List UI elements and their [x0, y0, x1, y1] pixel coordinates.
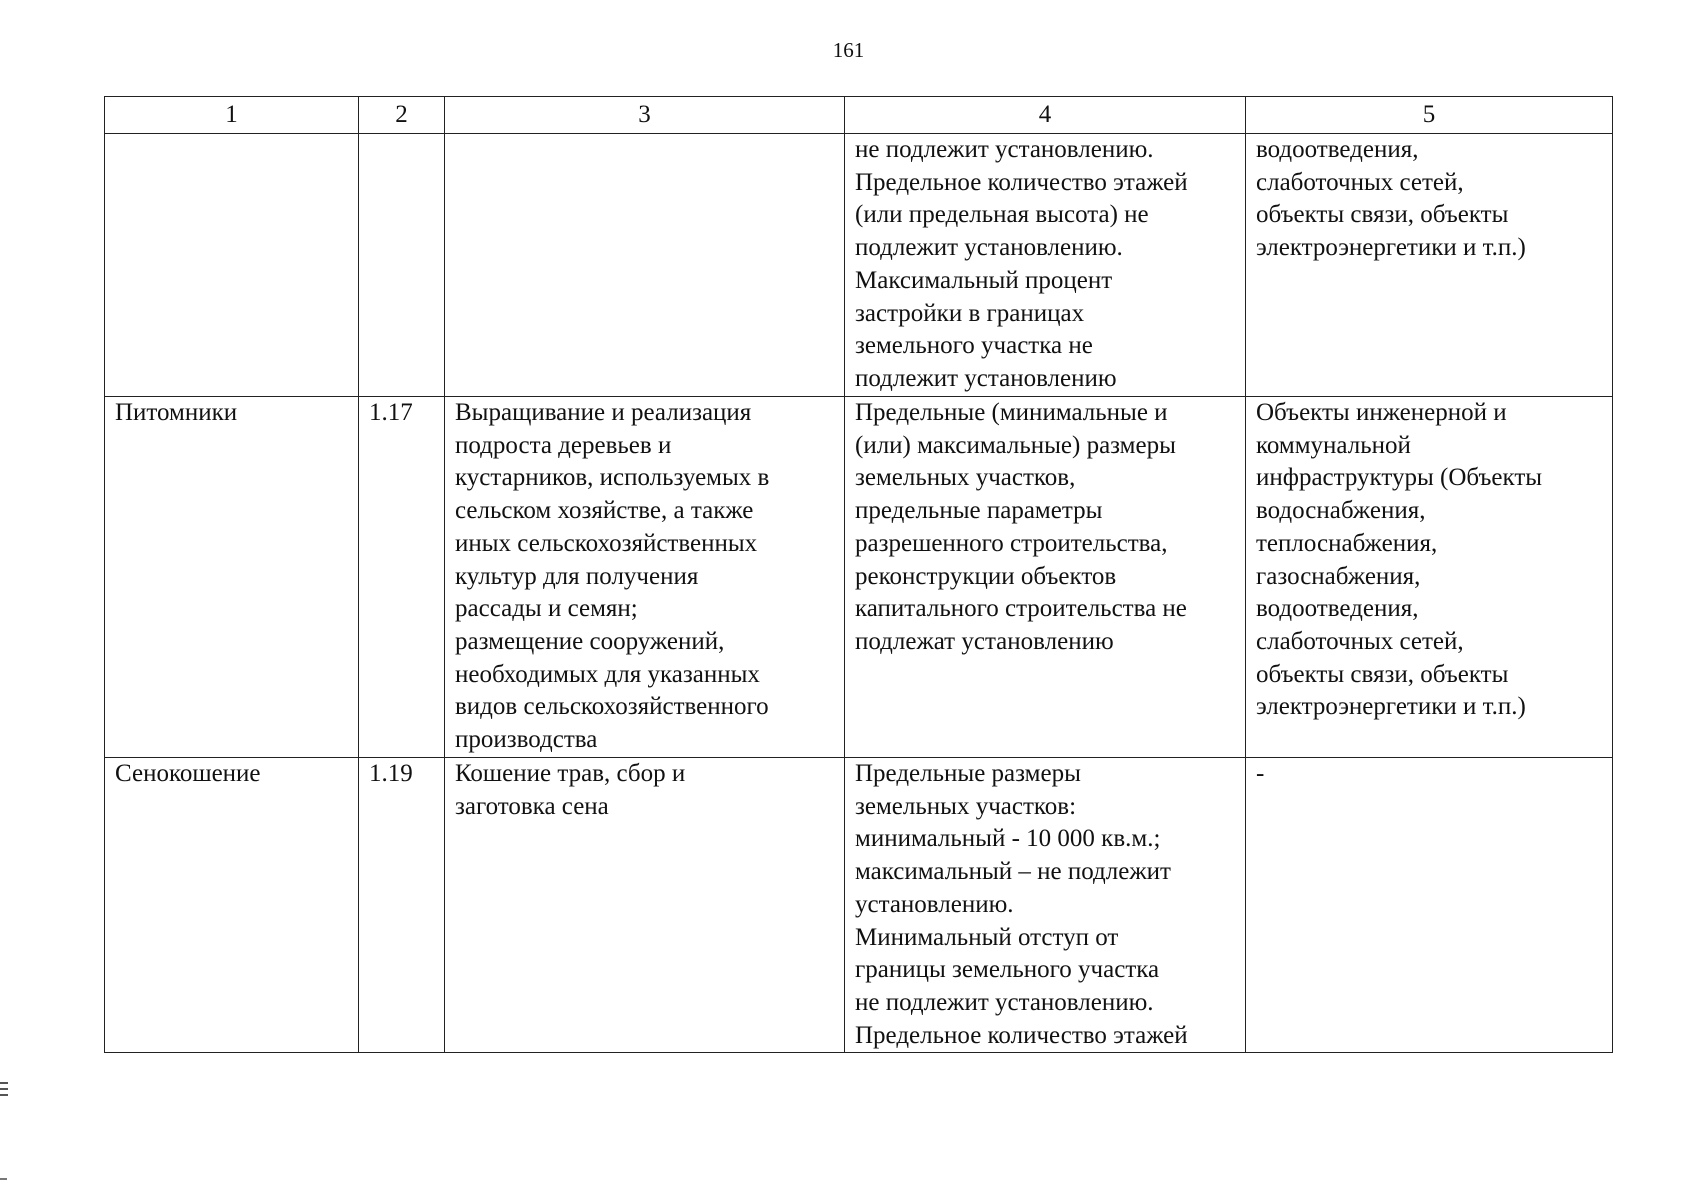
cell-building-parameters — [845, 758, 1246, 1053]
cell-usage-description — [445, 134, 845, 397]
cell-text-line: подроста деревьев и — [455, 431, 672, 459]
cell-text-line: теплоснабжения, — [1256, 529, 1438, 557]
cell-text-line: рассады и семян; — [455, 595, 638, 623]
cell-infrastructure — [1246, 397, 1613, 758]
cell-text-line: Питомники — [115, 399, 238, 426]
cell-text-line: границы земельного участка — [855, 956, 1160, 984]
cell-text-line: водоотведения, — [1256, 595, 1419, 623]
cell-text-line: коммунальной — [1256, 431, 1411, 459]
cell-usage-name — [105, 397, 359, 758]
cell-usage-description — [445, 397, 845, 758]
table-header-row — [105, 97, 1613, 134]
cell-text-line: Предельные размеры — [855, 760, 1081, 787]
cell-text-line: иных сельскохозяйственных — [455, 529, 758, 557]
cell-text-line: производства — [455, 726, 598, 754]
cell-text-line: разрешенного строительства, — [855, 529, 1168, 557]
cell-text-line: Предельные (минимальные и — [855, 399, 1168, 426]
cell-text-line: (или предельная высота) не — [855, 201, 1149, 229]
cell-text-line: объекты связи, объекты — [1256, 660, 1509, 688]
cell-text-line: Объекты инженерной и — [1256, 399, 1507, 426]
cell-text-line: 1.17 — [369, 399, 413, 426]
cell-text-line: Предельное количество этажей — [855, 168, 1188, 196]
cell-text-line: земельного участка не — [855, 332, 1093, 360]
cell-text-line: размещение сооружений, — [455, 627, 725, 655]
cell-text-line: газоснабжения, — [1256, 562, 1421, 590]
cell-text-line: инфраструктуры (Объекты — [1256, 464, 1543, 492]
column-header-1: 1 — [105, 97, 359, 134]
margin-mark — [0, 1082, 8, 1102]
cell-usage-name — [105, 134, 359, 397]
cell-text-line: видов сельскохозяйственного — [455, 693, 769, 721]
cell-text-line: электроэнергетики и т.п.) — [1256, 234, 1526, 262]
cell-text-line: не подлежит установлению. — [855, 988, 1154, 1016]
cell-text-line: (или) максимальные) размеры — [855, 431, 1176, 459]
cell-text-line: Минимальный отступ от — [855, 923, 1119, 951]
cell-text-line: минимальный - 10 000 кв.м.; — [855, 825, 1161, 853]
cell-text-line: сельском хозяйстве, а также — [455, 497, 754, 525]
cell-text-line: культур для получения — [455, 562, 699, 590]
column-header-5: 5 — [1246, 97, 1613, 134]
cell-text-line: 1.19 — [369, 760, 413, 787]
cell-text-line: земельных участков: — [855, 792, 1077, 820]
cell-text-line: Сенокошение — [115, 760, 261, 787]
cell-text-line: подлежит установлению — [855, 364, 1117, 392]
cell-infrastructure — [1246, 134, 1613, 397]
cell-text-line: установлению. — [855, 890, 1014, 918]
cell-text-line: подлежат установлению — [855, 627, 1114, 655]
cell-usage-code — [359, 758, 445, 1053]
column-header-4: 4 — [845, 97, 1246, 134]
table-row — [105, 134, 1613, 397]
page-number: 161 — [832, 38, 865, 62]
cell-text-line: водоснабжения, — [1256, 497, 1426, 525]
cell-text-line: объекты связи, объекты — [1256, 201, 1509, 229]
cell-text-line: максимальный – не подлежит — [855, 858, 1171, 886]
margin-dash — [0, 1178, 7, 1180]
cell-text-line: предельные параметры — [855, 497, 1103, 525]
column-header-2: 2 — [359, 97, 445, 134]
table-row — [105, 758, 1613, 1053]
cell-building-parameters — [845, 397, 1246, 758]
cell-text-line: электроэнергетики и т.п.) — [1256, 693, 1526, 721]
cell-usage-description — [445, 758, 845, 1053]
cell-text-line: кустарников, используемых в — [455, 464, 770, 492]
cell-text-line: необходимых для указанных — [455, 660, 760, 688]
cell-text-line: заготовка сена — [455, 792, 609, 820]
cell-text-line: застройки в границах — [855, 299, 1085, 327]
cell-usage-code — [359, 397, 445, 758]
cell-text-line: Предельное количество этажей — [855, 1021, 1188, 1049]
land-use-table — [104, 96, 1613, 1053]
cell-text-line: Максимальный процент — [855, 266, 1113, 294]
cell-text-line: слаботочных сетей, — [1256, 627, 1464, 655]
cell-building-parameters — [845, 134, 1246, 397]
cell-text-line: не подлежит установлению. — [855, 136, 1154, 163]
cell-infrastructure — [1246, 758, 1613, 1053]
cell-text-line: слаботочных сетей, — [1256, 168, 1464, 196]
cell-usage-code — [359, 134, 445, 397]
cell-text-line: водоотведения, — [1256, 136, 1419, 163]
cell-usage-name — [105, 758, 359, 1053]
cell-text-line: Кошение трав, сбор и — [455, 760, 686, 787]
cell-text-line: земельных участков, — [855, 464, 1076, 492]
cell-text-line: реконструкции объектов — [855, 562, 1117, 590]
cell-text-line: капитального строительства не — [855, 595, 1187, 623]
cell-text-line: - — [1256, 760, 1265, 787]
table-row — [105, 397, 1613, 758]
column-header-3: 3 — [445, 97, 845, 134]
cell-text-line: Выращивание и реализация — [455, 399, 752, 426]
cell-text-line: подлежит установлению. — [855, 234, 1123, 262]
